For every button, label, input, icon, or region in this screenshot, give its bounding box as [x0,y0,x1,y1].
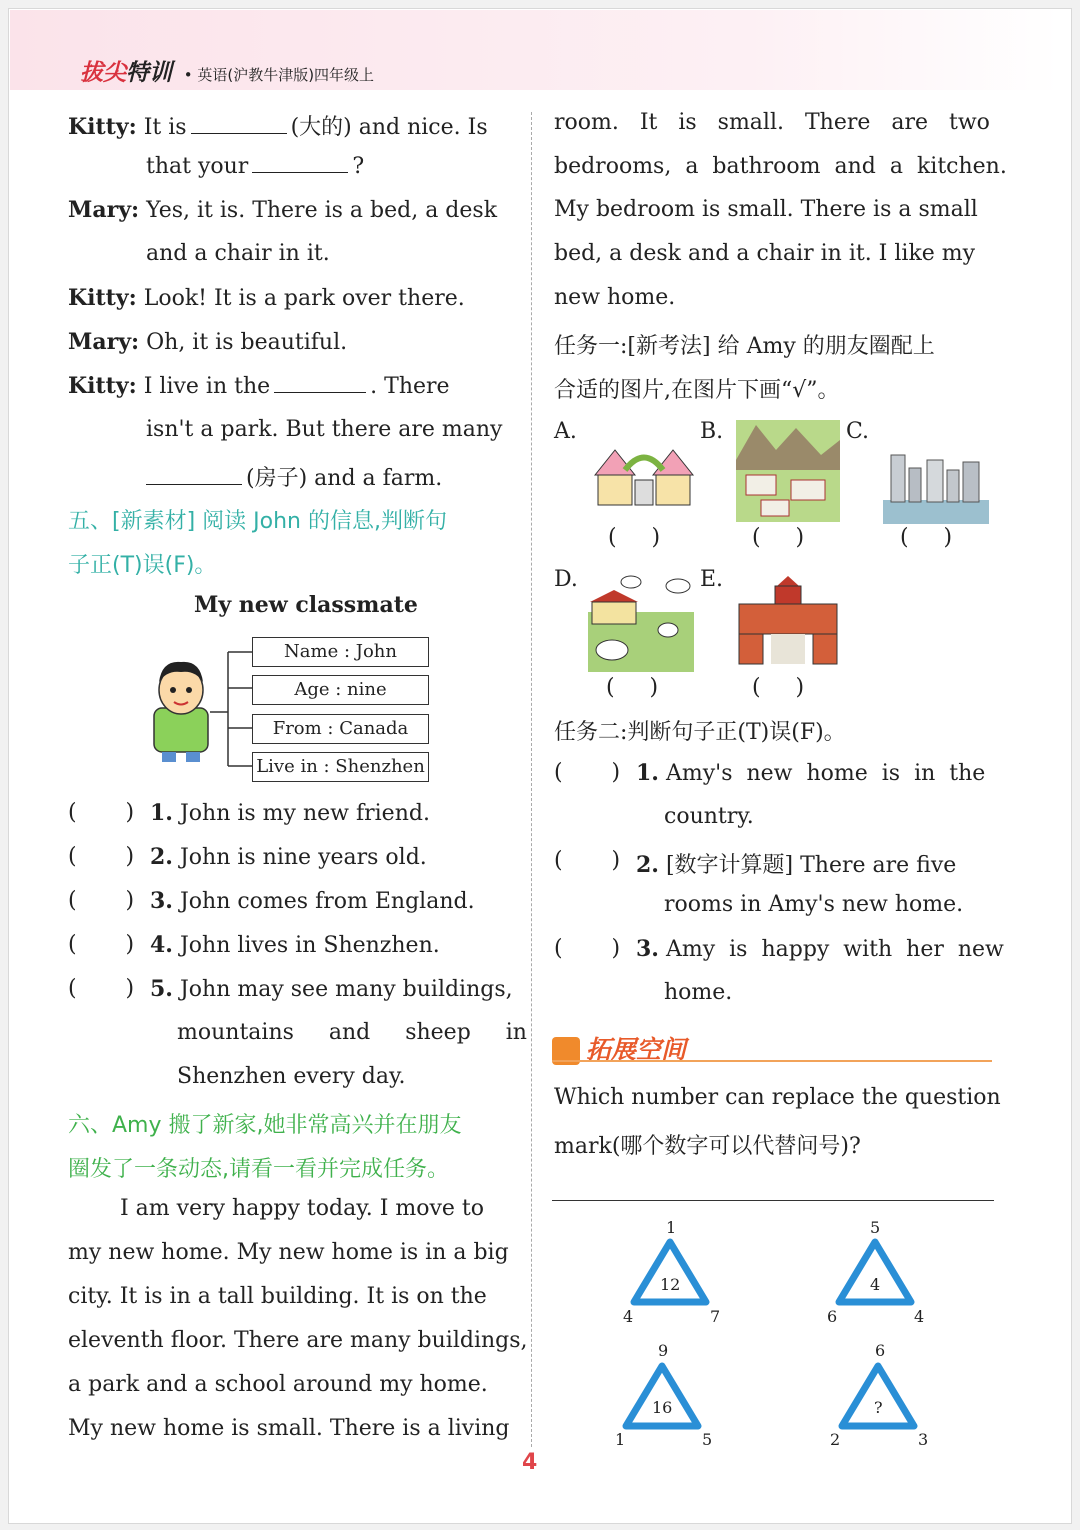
passage-line: eleventh floor. There are many buildings, [68,1328,528,1353]
answer-paren[interactable]: ( ) [68,844,135,869]
dialog-line: isn't a park. But there are many [146,417,503,442]
answer-paren[interactable]: ( ) [752,525,805,550]
school-picture [590,440,698,510]
triangle-shape [620,1360,704,1432]
question-cont: home. [664,980,733,1005]
pic-label: B. [700,419,724,444]
answer-paren[interactable]: ( ) [554,936,621,961]
triangle-center: 4 [870,1275,881,1294]
pic-label: C. [846,419,870,444]
answer-blank[interactable] [274,391,366,393]
dialog-line: and a chair in it. [146,241,330,266]
answer-paren[interactable]: ( ) [68,976,135,1001]
question: 4. John lives in Shenzhen. [150,932,440,958]
farm-picture [588,572,694,672]
village-picture [736,420,840,522]
answer-blank[interactable] [146,483,242,485]
passage-line: room. It is small. There are two [554,110,990,135]
dialog-line: Kitty: Look! It is a park over there. [68,285,465,311]
answer-paren[interactable]: ( ) [68,888,135,913]
section5-title-cont: 子正(T)误(F)。 [68,553,217,578]
section6-title-cont: 圈发了一条动态,请看一看并完成任务。 [68,1157,449,1182]
triangle-left: 2 [830,1430,841,1449]
answer-paren[interactable]: ( ) [752,675,805,700]
passage-line: My new home is small. There is a living [68,1416,510,1441]
passage-line: my new home. My new home is in a big [68,1240,509,1265]
extension-question: Which number can replace the question [554,1085,1001,1110]
dialog-line: Kitty: It is (大的) and nice. Is [68,114,488,140]
answer-blank[interactable] [191,132,287,134]
triangle-shape [836,1360,920,1432]
section6-title: 六、Amy 搬了新家,她非常高兴并在朋友 [68,1113,462,1138]
boy-icon [154,662,208,762]
city-picture [883,440,989,524]
question: 1. John is my new friend. [150,800,430,826]
dialog-line: (房子) and a farm. [146,461,442,492]
answer-paren[interactable]: ( ) [68,932,135,957]
question-cont: rooms in Amy's new home. [664,892,964,917]
triangle-top: 1 [666,1218,677,1237]
pic-label: D. [554,567,578,592]
dialog-line: Kitty: I live in the . There [68,373,450,399]
question: 2. [数字计算题] There are five [636,852,957,878]
dialog-line: Mary: Oh, it is beautiful. [68,329,348,355]
answer-line[interactable] [552,1200,994,1201]
triangle-center: 12 [660,1275,681,1294]
triangle-center: 16 [652,1398,673,1417]
question: 5. John may see many buildings, [150,976,513,1002]
card-title: My new classmate [194,592,418,618]
answer-paren[interactable]: ( ) [68,800,135,825]
page-header [80,54,374,87]
triangle-right: 7 [710,1307,721,1326]
dialog-line: Mary: Yes, it is. There is a bed, a desk [68,197,498,223]
info-age: Age : nine [252,675,429,705]
triangle-left: 4 [623,1307,634,1326]
passage-line: city. It is in a tall building. It is on the [68,1284,487,1309]
passage-line: bedrooms, a bathroom and a kitchen. [554,154,1007,179]
triangle-right: 3 [918,1430,929,1449]
answer-paren[interactable]: ( ) [554,848,621,873]
pic-label: E. [700,567,724,592]
extension-title: 拓展空间 [552,1030,686,1066]
extension-underline [552,1060,992,1062]
info-name: Name : John [252,637,429,667]
task2-title: 任务二:判断句子正(T)误(F)。 [554,720,846,745]
triangle-unknown[interactable]: ? [874,1398,883,1417]
question: 3. Amy is happy with her new [636,936,1004,962]
triangle-right: 4 [914,1307,925,1326]
question-cont: country. [664,804,754,829]
answer-blank[interactable] [252,171,348,173]
question: 1. Amy's new home is in the [636,760,986,786]
answer-paren[interactable]: ( ) [554,760,621,785]
question: 3. John comes from England. [150,888,475,914]
question-cont: mountains and sheep in [177,1020,527,1045]
column-divider [531,112,532,1447]
triangle-shape [833,1236,917,1308]
dialog-line: that your ? [146,154,365,179]
pic-label: A. [554,419,577,444]
answer-paren[interactable]: ( ) [608,525,661,550]
building-picture [735,572,841,666]
task1-title-cont: 合适的图片,在图片下画“√”。 [554,378,840,403]
brand-red: 拔尖 [80,60,126,86]
task1-title: 任务一:[新考法] 给 Amy 的朋友圈配上 [554,334,935,359]
triangle-left: 6 [827,1307,838,1326]
question-cont: Shenzhen every day. [177,1064,406,1089]
passage-line: bed, a desk and a chair in it. I like my [554,241,976,266]
passage-line: a park and a school around my home. [68,1372,488,1397]
question: 2. John is nine years old. [150,844,427,870]
info-live: Live in : Shenzhen [252,752,429,782]
triangle-shape [628,1236,712,1308]
page-number: 4 [522,1450,538,1475]
extension-question-cont: mark(哪个数字可以代替问号)? [554,1134,861,1159]
triangle-top: 6 [875,1341,886,1360]
triangle-left: 1 [615,1430,626,1449]
passage-line: My bedroom is small. There is a small [554,197,978,222]
brand-black: 特训 [126,60,172,86]
passage-line: new home. [554,285,676,310]
answer-paren[interactable]: ( ) [606,675,659,700]
triangle-right: 5 [702,1430,713,1449]
section5-title: 五、[新素材] 阅读 John 的信息,判断句 [68,509,447,534]
triangle-top: 5 [870,1218,881,1237]
answer-paren[interactable]: ( ) [900,525,953,550]
info-from: From : Canada [252,714,429,744]
header-subtitle: • 英语(沪教牛津版)四年级上 [183,66,375,84]
triangle-top: 9 [658,1341,669,1360]
passage-line: I am very happy today. I move to [120,1196,485,1221]
